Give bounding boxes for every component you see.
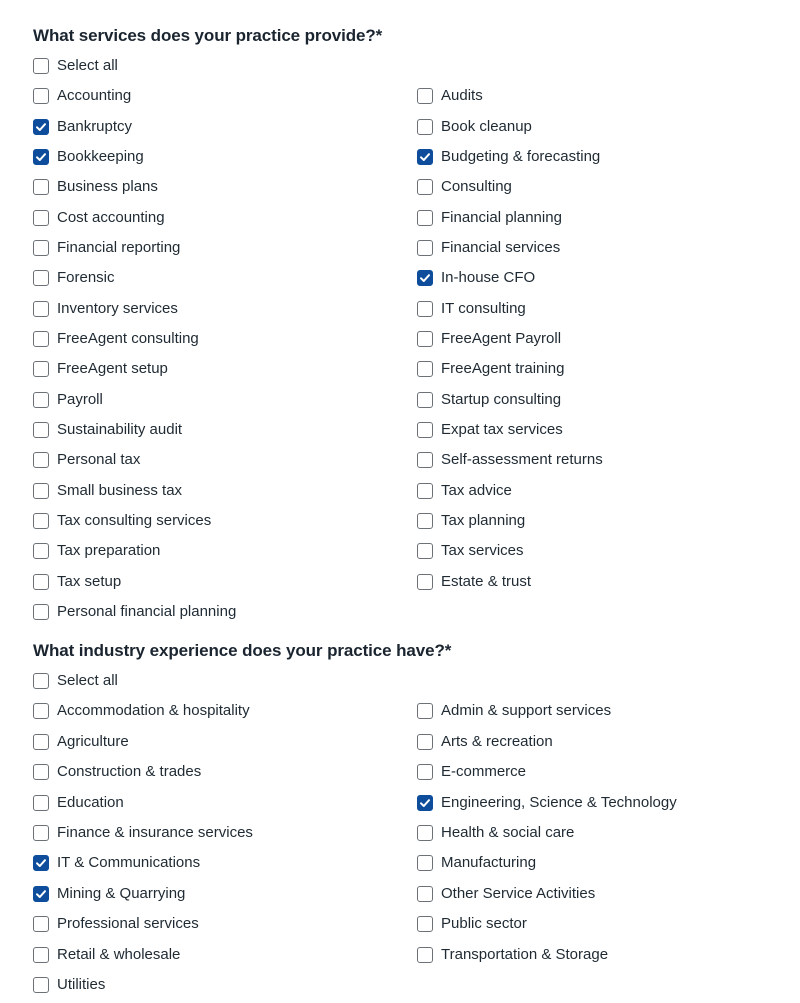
- checkbox-option-tax-advice[interactable]: [417, 480, 512, 502]
- checkbox-label: Accounting: [57, 87, 132, 104]
- checkbox-label: Business plans: [57, 178, 158, 195]
- checkbox[interactable]: [33, 270, 49, 286]
- required-marker: *: [444, 641, 452, 660]
- checkbox-label: Admin & support services: [441, 702, 612, 719]
- checkbox-option-select-all[interactable]: [33, 670, 118, 692]
- checkbox-option-sustainability-audit[interactable]: [33, 419, 182, 441]
- checkbox-option-freeagent-training[interactable]: [417, 358, 564, 380]
- checkbox-label: Financial planning: [441, 209, 562, 226]
- checkbox-option-construction-and-trades[interactable]: [33, 761, 201, 783]
- checkbox-option-estate-and-trust[interactable]: [417, 571, 531, 593]
- checkbox[interactable]: [417, 947, 433, 963]
- checkmark-icon: [35, 888, 47, 900]
- checkbox-label: Tax preparation: [57, 542, 161, 559]
- checkbox[interactable]: [33, 886, 49, 902]
- checkbox[interactable]: [417, 483, 433, 499]
- checkbox-label: Sustainability audit: [57, 421, 183, 438]
- checkbox-option-forensic[interactable]: [33, 267, 115, 289]
- checkbox[interactable]: [33, 703, 49, 719]
- checkbox-label: FreeAgent consulting: [57, 330, 199, 347]
- checkbox-label: IT & Communications: [57, 854, 201, 871]
- checkmark-icon: [419, 151, 431, 163]
- checkbox[interactable]: [33, 513, 49, 529]
- checkbox[interactable]: [417, 88, 433, 104]
- checkbox-label: Education: [57, 794, 124, 811]
- checkmark-icon: [419, 797, 431, 809]
- checkbox-option-mining-and-quarrying[interactable]: [33, 883, 185, 905]
- checkbox-label: Professional services: [57, 915, 199, 932]
- checkbox-option-it-and-communications[interactable]: [33, 852, 200, 874]
- industries-question-text: What industry experience does your practice have?: [33, 641, 445, 660]
- checkbox-label: Health & social care: [441, 824, 575, 841]
- checkbox[interactable]: [33, 301, 49, 317]
- checkmark-icon: [35, 857, 47, 869]
- checkbox-option-arts-and-recreation[interactable]: [417, 731, 553, 753]
- checkbox-option-accounting[interactable]: [33, 85, 131, 107]
- checkbox[interactable]: [33, 825, 49, 841]
- checkbox-option-bankruptcy[interactable]: [33, 116, 132, 138]
- checkbox-label: Arts & recreation: [441, 733, 553, 750]
- checkbox-label: Agriculture: [57, 733, 129, 750]
- checkbox[interactable]: [417, 301, 433, 317]
- checkbox[interactable]: [33, 240, 49, 256]
- checkbox-option-professional-services[interactable]: [33, 913, 199, 935]
- checkbox-option-financial-planning[interactable]: [417, 207, 562, 229]
- checkbox-option-accommodation-and-hospitality[interactable]: [33, 700, 250, 722]
- checkbox-option-freeagent-setup[interactable]: [33, 358, 168, 380]
- checkbox-option-personal-tax[interactable]: [33, 449, 140, 471]
- checkbox-label: IT consulting: [441, 300, 526, 317]
- checkbox[interactable]: [417, 916, 433, 932]
- checkbox-label: Audits: [441, 87, 483, 104]
- checkbox-option-admin-and-support-services[interactable]: [417, 700, 611, 722]
- checkbox[interactable]: [417, 734, 433, 750]
- checkbox-option-startup-consulting[interactable]: [417, 389, 561, 411]
- checkmark-icon: [419, 272, 431, 284]
- checkbox-label: FreeAgent Payroll: [441, 330, 562, 347]
- checkbox-option-bookkeeping[interactable]: [33, 146, 144, 168]
- checkbox[interactable]: [417, 210, 433, 226]
- checkbox[interactable]: [417, 361, 433, 377]
- checkbox-option-utilities[interactable]: [33, 974, 105, 996]
- checkbox-option-tax-planning[interactable]: [417, 510, 525, 532]
- checkbox[interactable]: [417, 240, 433, 256]
- checkbox-option-retail-and-wholesale[interactable]: [33, 944, 180, 966]
- checkbox[interactable]: [417, 825, 433, 841]
- checkbox-label: Estate & trust: [441, 573, 532, 590]
- checkbox[interactable]: [33, 734, 49, 750]
- services-question-text: What services does your practice provide?: [33, 26, 376, 45]
- checkbox-label: FreeAgent training: [441, 360, 565, 377]
- checkbox-option-business-plans[interactable]: [33, 176, 158, 198]
- checkbox-option-transportation-and-storage[interactable]: [417, 944, 608, 966]
- checkbox-option-tax-services[interactable]: [417, 540, 524, 562]
- checkbox-option-tax-setup[interactable]: [33, 571, 121, 593]
- services-question: [33, 25, 382, 47]
- checkbox[interactable]: [33, 977, 49, 993]
- checkbox[interactable]: [33, 88, 49, 104]
- checkbox-label: Tax advice: [441, 482, 512, 499]
- checkbox[interactable]: [33, 179, 49, 195]
- checkbox-label: Cost accounting: [57, 209, 165, 226]
- checkbox[interactable]: [33, 916, 49, 932]
- checkbox-option-financial-reporting[interactable]: [33, 237, 180, 259]
- checkbox-option-tax-preparation[interactable]: [33, 540, 160, 562]
- checkbox-label: Select all: [57, 672, 118, 689]
- checkbox[interactable]: [33, 452, 49, 468]
- checkbox-label: Manufacturing: [441, 854, 537, 871]
- checkbox-label: In-house CFO: [441, 269, 536, 286]
- checkbox[interactable]: [417, 422, 433, 438]
- checkbox[interactable]: [417, 764, 433, 780]
- checkbox-label: Tax setup: [57, 573, 122, 590]
- checkbox-label: Select all: [57, 57, 118, 74]
- checkbox-option-it-consulting[interactable]: [417, 298, 526, 320]
- checkbox-option-consulting[interactable]: [417, 176, 512, 198]
- checkbox-option-personal-financial-planning[interactable]: [33, 601, 236, 623]
- checkbox-label: Utilities: [57, 976, 106, 993]
- checkbox-option-engineering-science-and-technology[interactable]: [417, 792, 677, 814]
- checkbox[interactable]: [417, 119, 433, 135]
- checkbox-option-in-house-cfo[interactable]: [417, 267, 535, 289]
- checkbox[interactable]: [33, 210, 49, 226]
- checkbox-label: FreeAgent setup: [57, 360, 168, 377]
- checkbox-label: Forensic: [57, 269, 115, 286]
- checkbox[interactable]: [33, 119, 49, 135]
- checkbox-option-public-sector[interactable]: [417, 913, 527, 935]
- checkbox-label: Public sector: [441, 915, 527, 932]
- checkbox[interactable]: [33, 855, 49, 871]
- checkbox-label: Expat tax services: [441, 421, 563, 438]
- checkbox-label: Mining & Quarrying: [57, 885, 186, 902]
- checkbox-label: Personal financial planning: [57, 603, 237, 620]
- checkbox-label: Startup consulting: [441, 391, 562, 408]
- checkbox[interactable]: [417, 795, 433, 811]
- checkbox-label: Engineering, Science & Technology: [441, 794, 677, 811]
- checkbox[interactable]: [33, 331, 49, 347]
- checkbox-option-small-business-tax[interactable]: [33, 480, 182, 502]
- required-marker: *: [375, 26, 383, 45]
- checkbox-option-audits[interactable]: [417, 85, 483, 107]
- checkbox[interactable]: [417, 149, 433, 165]
- checkbox[interactable]: [417, 452, 433, 468]
- checkbox-label: Bookkeeping: [57, 148, 144, 165]
- checkbox[interactable]: [417, 513, 433, 529]
- checkbox-option-inventory-services[interactable]: [33, 298, 178, 320]
- checkbox-option-tax-consulting-services[interactable]: [33, 510, 211, 532]
- checkbox-option-agriculture[interactable]: [33, 731, 129, 753]
- checkbox-option-other-service-activities[interactable]: [417, 883, 595, 905]
- checkbox-label: Payroll: [57, 391, 103, 408]
- checkbox-label: Consulting: [441, 178, 512, 195]
- checkbox-option-finance-and-insurance-services[interactable]: [33, 822, 253, 844]
- checkbox-option-cost-accounting[interactable]: [33, 207, 165, 229]
- checkbox[interactable]: [417, 574, 433, 590]
- industries-question: [33, 640, 451, 662]
- checkbox-label: Tax services: [441, 542, 524, 559]
- checkbox-option-financial-services[interactable]: [417, 237, 560, 259]
- checkbox[interactable]: [33, 422, 49, 438]
- checkbox[interactable]: [33, 543, 49, 559]
- checkbox-option-e-commerce[interactable]: [417, 761, 526, 783]
- checkbox-label: Small business tax: [57, 482, 183, 499]
- checkbox-option-manufacturing[interactable]: [417, 852, 536, 874]
- checkbox-option-self-assessment-returns[interactable]: [417, 449, 603, 471]
- checkbox-option-health-and-social-care[interactable]: [417, 822, 574, 844]
- checkbox-label: Financial services: [441, 239, 561, 256]
- checkbox[interactable]: [417, 886, 433, 902]
- checkbox-option-payroll[interactable]: [33, 389, 103, 411]
- checkbox-option-expat-tax-services[interactable]: [417, 419, 563, 441]
- checkbox[interactable]: [33, 392, 49, 408]
- checkbox-label: E-commerce: [441, 763, 527, 780]
- checkbox-label: Tax consulting services: [57, 512, 212, 529]
- checkbox-label: Finance & insurance services: [57, 824, 253, 841]
- checkbox[interactable]: [33, 58, 49, 74]
- checkbox[interactable]: [417, 270, 433, 286]
- checkbox-label: Tax planning: [441, 512, 526, 529]
- checkbox[interactable]: [33, 947, 49, 963]
- checkbox[interactable]: [417, 331, 433, 347]
- checkbox-label: Other Service Activities: [441, 885, 596, 902]
- checkbox[interactable]: [33, 764, 49, 780]
- checkbox-label: Financial reporting: [57, 239, 181, 256]
- checkmark-icon: [35, 121, 47, 133]
- checkbox-option-budgeting-and-forecasting[interactable]: [417, 146, 600, 168]
- checkbox-label: Accommodation & hospitality: [57, 702, 250, 719]
- checkbox[interactable]: [417, 392, 433, 408]
- checkbox-label: Transportation & Storage: [441, 946, 609, 963]
- checkbox[interactable]: [33, 483, 49, 499]
- checkbox-option-education[interactable]: [33, 792, 124, 814]
- checkbox-option-freeagent-payroll[interactable]: [417, 328, 561, 350]
- checkbox-option-freeagent-consulting[interactable]: [33, 328, 199, 350]
- checkbox-label: Personal tax: [57, 451, 141, 468]
- checkbox-label: Self-assessment returns: [441, 451, 603, 468]
- checkbox[interactable]: [33, 673, 49, 689]
- checkbox-label: Inventory services: [57, 300, 178, 317]
- checkbox[interactable]: [33, 361, 49, 377]
- checkbox-label: Construction & trades: [57, 763, 202, 780]
- checkbox[interactable]: [417, 179, 433, 195]
- checkbox[interactable]: [417, 543, 433, 559]
- checkbox[interactable]: [33, 574, 49, 590]
- checkbox[interactable]: [417, 855, 433, 871]
- checkbox-label: Retail & wholesale: [57, 946, 181, 963]
- checkbox-label: Bankruptcy: [57, 118, 133, 135]
- checkbox-label: Budgeting & forecasting: [441, 148, 601, 165]
- checkbox-label: Book cleanup: [441, 118, 532, 135]
- checkmark-icon: [35, 151, 47, 163]
- checkbox[interactable]: [417, 703, 433, 719]
- checkbox-option-select-all[interactable]: [33, 55, 118, 77]
- checkbox[interactable]: [33, 604, 49, 620]
- checkbox-option-book-cleanup[interactable]: [417, 116, 532, 138]
- checkbox[interactable]: [33, 795, 49, 811]
- checkbox[interactable]: [33, 149, 49, 165]
